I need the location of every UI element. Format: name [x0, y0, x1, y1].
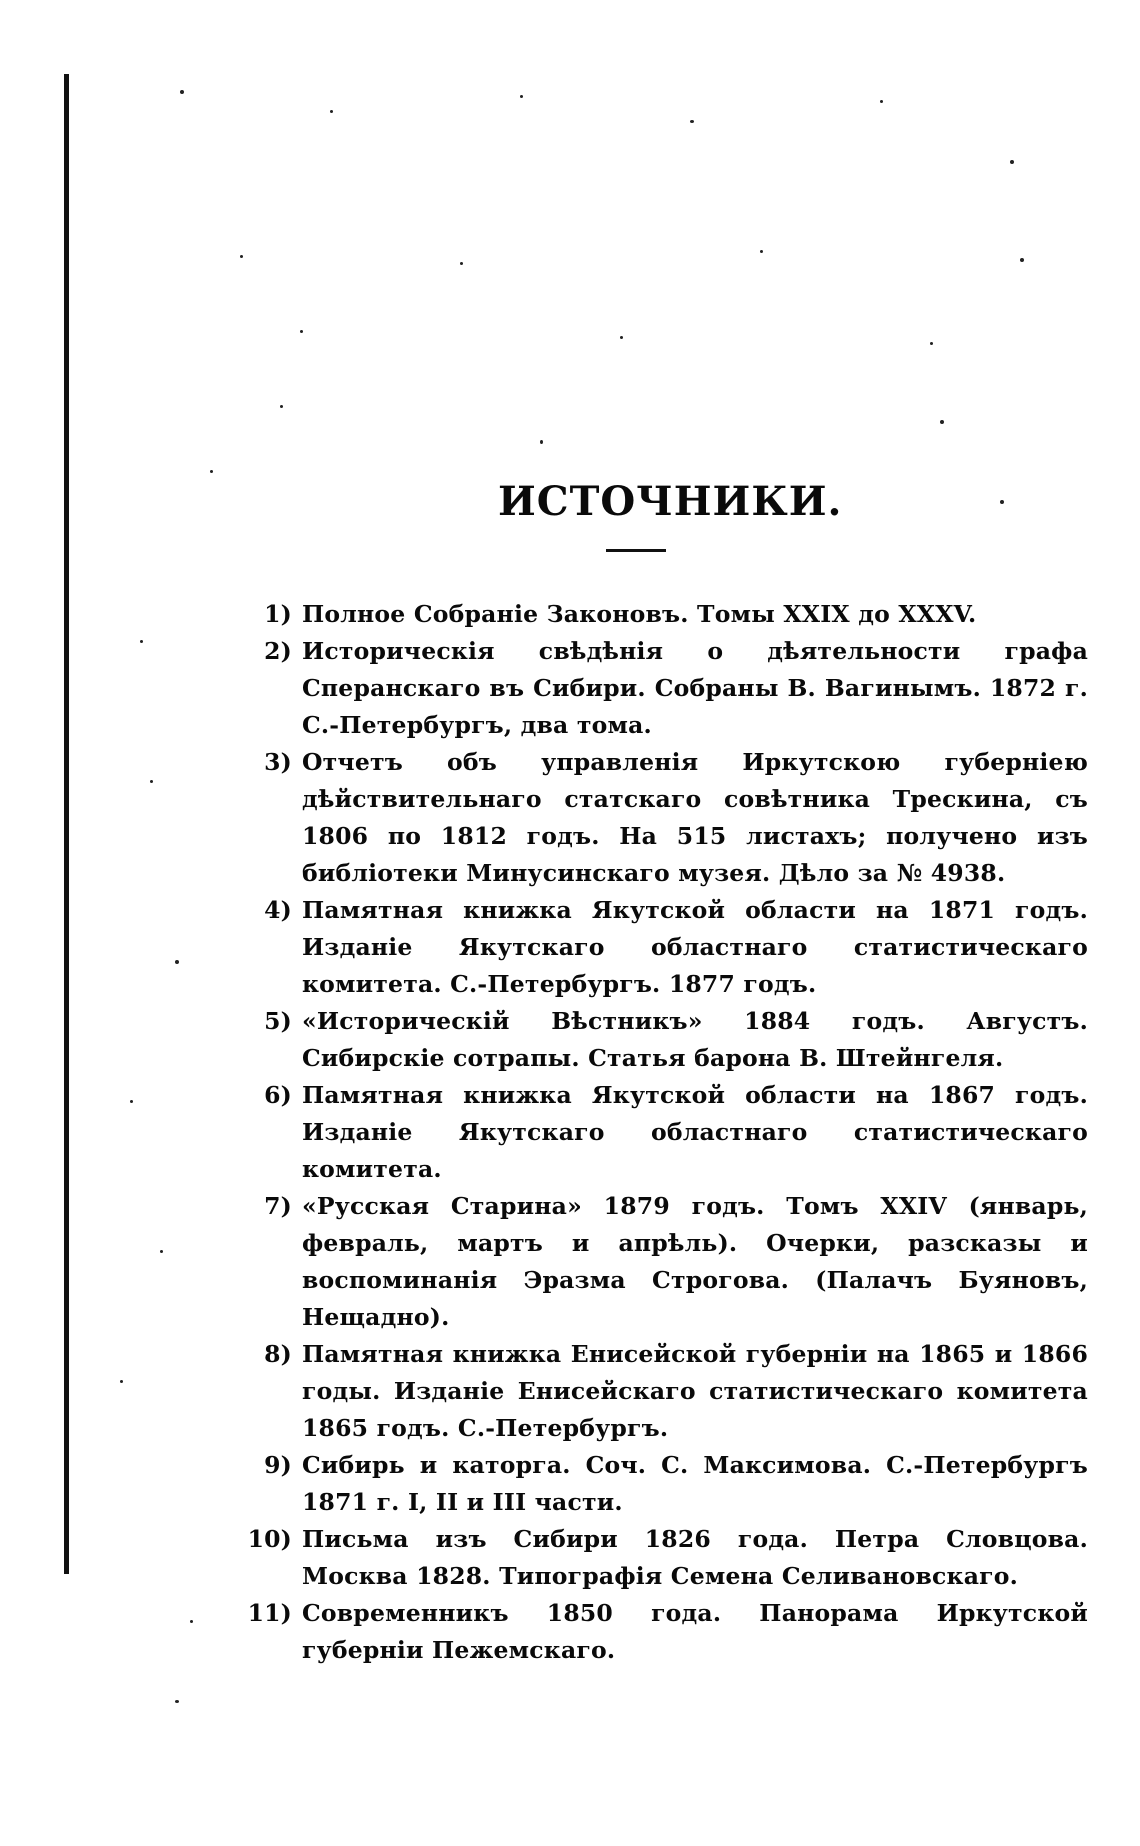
- source-text: Памятная книжка Енисейской губерніи на 1865 и 1866 годы. Изданіе Енисейскаго статистическаго комитета 1865 годъ. С.-Петербургъ.: [302, 1340, 1088, 1442]
- source-number: 2): [264, 637, 292, 665]
- source-entry: [230, 1188, 1088, 1336]
- source-text: Полное Собраніе Законовъ. Томы XXIX до XXXV.: [302, 600, 977, 628]
- source-number: 7): [264, 1192, 292, 1220]
- source-text: «Историческій Вѣстникъ» 1884 годъ. Августъ. Сибирскіе сотрапы. Статья барона В. Штейнгеля.: [302, 1007, 1088, 1072]
- source-number: 6): [264, 1081, 292, 1109]
- source-number: 4): [264, 896, 292, 924]
- sources-list: [230, 596, 1088, 1669]
- source-entry: [230, 1595, 1088, 1669]
- source-number: 1): [264, 600, 292, 628]
- source-number: 11): [247, 1599, 292, 1627]
- source-entry: [230, 1336, 1088, 1447]
- source-entry: [230, 596, 1088, 633]
- source-number: 10): [247, 1525, 292, 1553]
- title-divider: [606, 549, 666, 552]
- source-text: «Русская Старина» 1879 годъ. Томъ XXIV (январь, февраль, мартъ и апрѣль). Очерки, разсказы и воспоминанія Эразма Строгова. (Палачъ Буяновъ, Нещадно).: [302, 1192, 1088, 1331]
- source-entry: [230, 1003, 1088, 1077]
- source-text: Современникъ 1850 года. Панорама Иркутской губерніи Пежемскаго.: [302, 1599, 1088, 1664]
- source-text: Отчетъ объ управленія Иркутскою губерніею дѣйствительнаго статскаго совѣтника Трескина, съ 1806 по 1812 годъ. На 515 листахъ; получено изъ библіотеки Минусинскаго музея. Дѣло за № 4938.: [302, 748, 1088, 887]
- page-title: ИСТОЧНИКИ.: [498, 478, 843, 525]
- page-margin-rule: [64, 74, 69, 1574]
- source-entry: [230, 1521, 1088, 1595]
- source-text: Историческія свѣдѣнія о дѣятельности графа Сперанскаго въ Сибири. Собраны В. Вагинымъ. 1872 г. С.-Петербургъ, два тома.: [302, 637, 1088, 739]
- source-number: 5): [264, 1007, 292, 1035]
- source-number: 3): [264, 748, 292, 776]
- source-number: 9): [264, 1451, 292, 1479]
- source-entry: [230, 1077, 1088, 1188]
- source-entry: [230, 633, 1088, 744]
- source-entry: [230, 892, 1088, 1003]
- source-text: Памятная книжка Якутской области на 1867 годъ. Изданіе Якутскаго областнаго статистическаго комитета.: [302, 1081, 1088, 1183]
- source-entry: [230, 1447, 1088, 1521]
- source-number: 8): [264, 1340, 292, 1368]
- source-text: Памятная книжка Якутской области на 1871 годъ. Изданіе Якутскаго областнаго статистическаго комитета. С.-Петербургъ. 1877 годъ.: [302, 896, 1088, 998]
- source-text: Письма изъ Сибири 1826 года. Петра Словцова. Москва 1828. Типографія Семена Селивановскаго.: [302, 1525, 1088, 1590]
- source-entry: [230, 744, 1088, 892]
- source-text: Сибирь и каторга. Соч. С. Максимова. С.-Петербургъ 1871 г. I, II и III части.: [302, 1451, 1088, 1516]
